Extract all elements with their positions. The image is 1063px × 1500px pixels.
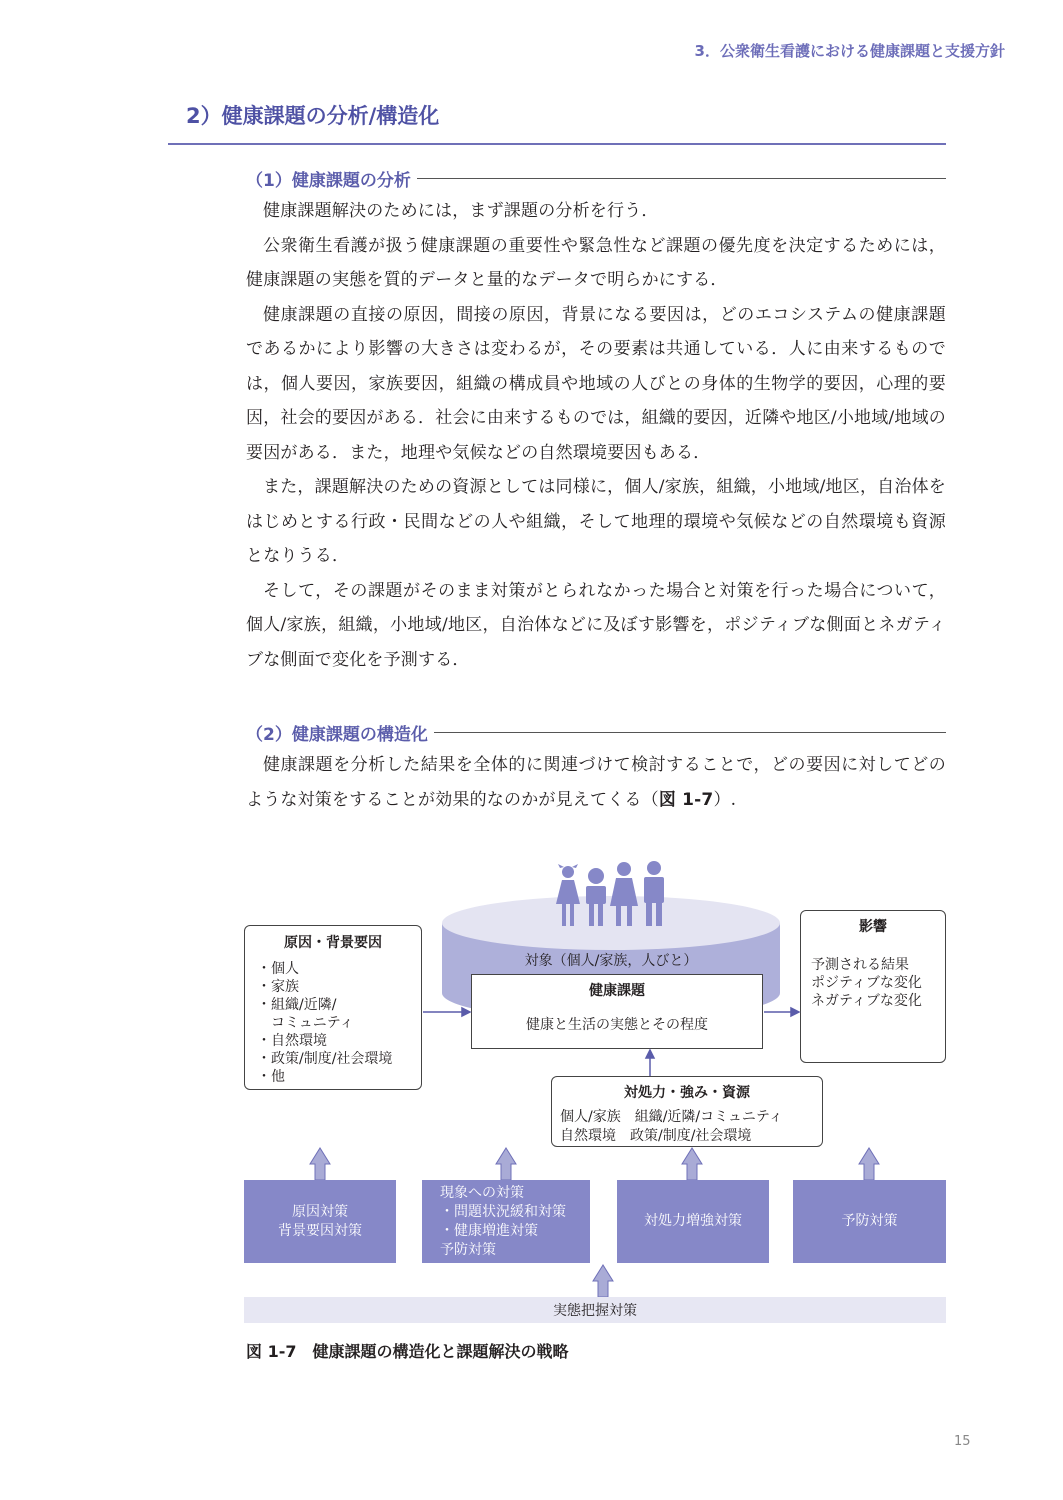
- strategy-line: 原因対策: [292, 1203, 348, 1220]
- page-number: 15: [954, 1434, 971, 1449]
- impact-box-title: 影響: [859, 919, 887, 935]
- figure-reference[interactable]: 図 1-7: [658, 789, 714, 810]
- paragraph-end: ）.: [713, 789, 737, 810]
- understanding-bar: 実態把握対策: [244, 1297, 946, 1323]
- cause-item: コミュニティ: [257, 1015, 354, 1031]
- issue-box-title: 健康課題: [589, 983, 645, 999]
- cause-to-issue-arrowhead: [462, 1008, 470, 1016]
- up-arrow-icon: [682, 1148, 702, 1180]
- strategy-line: 背景要因対策: [278, 1222, 362, 1239]
- strategy-box-prevention: [793, 1180, 946, 1263]
- impact-line: 予測される結果: [811, 957, 909, 973]
- figure-caption: 図 1-7 健康課題の構造化と課題解決の戦略: [246, 1342, 569, 1361]
- paragraph: 健康課題解決のためには，まず課題の分析を行う．: [263, 201, 659, 221]
- cause-item: ・家族: [257, 979, 299, 995]
- cause-item: ・自然環境: [257, 1033, 327, 1049]
- up-arrow-icon: [496, 1148, 516, 1180]
- issue-to-impact-arrowhead: [791, 1008, 799, 1016]
- impact-line: ネガティブな変化: [811, 993, 922, 1009]
- strategy-line: 現象への対策: [440, 1184, 524, 1201]
- resource-line: 自然環境 政策/制度/社会環境: [560, 1128, 752, 1144]
- cause-item: ・個人: [257, 961, 299, 977]
- cause-box-title: 原因・背景要因: [284, 935, 382, 951]
- paragraph: 公衆衛生看護が扱う健康課題の重要性や緊急性など課題の優先度を決定するためには，健康課題の実態を質的データと量的なデータで明らかにする．: [246, 235, 946, 290]
- strategy-line: 予防対策: [440, 1241, 496, 1258]
- strategy-box-cause: [244, 1180, 396, 1263]
- section-title: 2）健康課題の分析/構造化: [186, 104, 440, 128]
- strategy-lines: [278, 1203, 362, 1241]
- paragraph: そして，その課題がそのまま対策がとられなかった場合と対策を行った場合について，個人/家族，組織，小地域/地区，自治体などに及ぼす影響を，ポジティブな側面とネガティブな側面で変化を予測する．: [246, 580, 946, 670]
- issue-box-body: 健康と生活の実態とその程度: [526, 1017, 708, 1033]
- cause-item: ・政策/制度/社会環境: [257, 1051, 393, 1067]
- paragraph: 健康課題の直接の原因，間接の原因，背景になる要因は，どのエコシステムの健康課題であるかにより影響の大きさは変わるが，その要素は共通している．人に由来するものでは，個人要因，家族要因，組織の構成員や地域の人びとの身体的生物学的要因，心理的要因，社会的要因がある．社会に由来するものでは，組織的要因，近隣や地区/小地域/地域の要因がある．また，地理や気候などの自然環境要因もある．: [246, 304, 946, 463]
- resource-line: 個人/家族 組織/近隣/コミュニティ: [560, 1109, 783, 1125]
- strategy-line: 予防対策: [841, 1213, 898, 1229]
- up-arrow-icon: [593, 1265, 613, 1297]
- target-label: 対象（個人/家族，人びと）: [524, 953, 698, 969]
- subsection-heading-text: （2）健康課題の構造化: [246, 725, 428, 745]
- cause-item: ・組織/近隣/: [257, 997, 337, 1013]
- impact-line: ポジティブな変化: [811, 975, 922, 991]
- strategy-lines: [440, 1184, 566, 1260]
- paragraph: また，課題解決のための資源としては同様に，個人/家族，組織，小地域/地区，自治体をはじめとする行政・民間などの人や組織，そして地理的環境や気候などの自然環境も資源となりうる．: [246, 477, 946, 566]
- strategy-box-phenomenon: [422, 1180, 590, 1263]
- resource-box-title: 対処力・強み・資源: [624, 1085, 750, 1101]
- strategy-line: ・健康増進対策: [440, 1222, 538, 1239]
- strategy-line: 対処力増強対策: [644, 1213, 742, 1229]
- strategy-box-coping: [617, 1180, 769, 1263]
- paragraph-text: 健康課題を分析した結果を全体的に関連づけて検討することで，どの要因に対してどのような対策をすることが効果的なのかが見えてくる（: [246, 755, 946, 810]
- up-arrow-icon: [859, 1148, 879, 1180]
- subsection-heading-text: （1）健康課題の分析: [246, 171, 411, 191]
- running-head: 3．公衆衛生看護における健康課題と支援方針: [694, 42, 1005, 60]
- resource-to-issue-arrowhead: [646, 1050, 654, 1058]
- strategy-line: ・問題状況緩和対策: [440, 1203, 566, 1220]
- up-arrow-icon: [310, 1148, 330, 1180]
- cause-item: ・他: [257, 1069, 285, 1085]
